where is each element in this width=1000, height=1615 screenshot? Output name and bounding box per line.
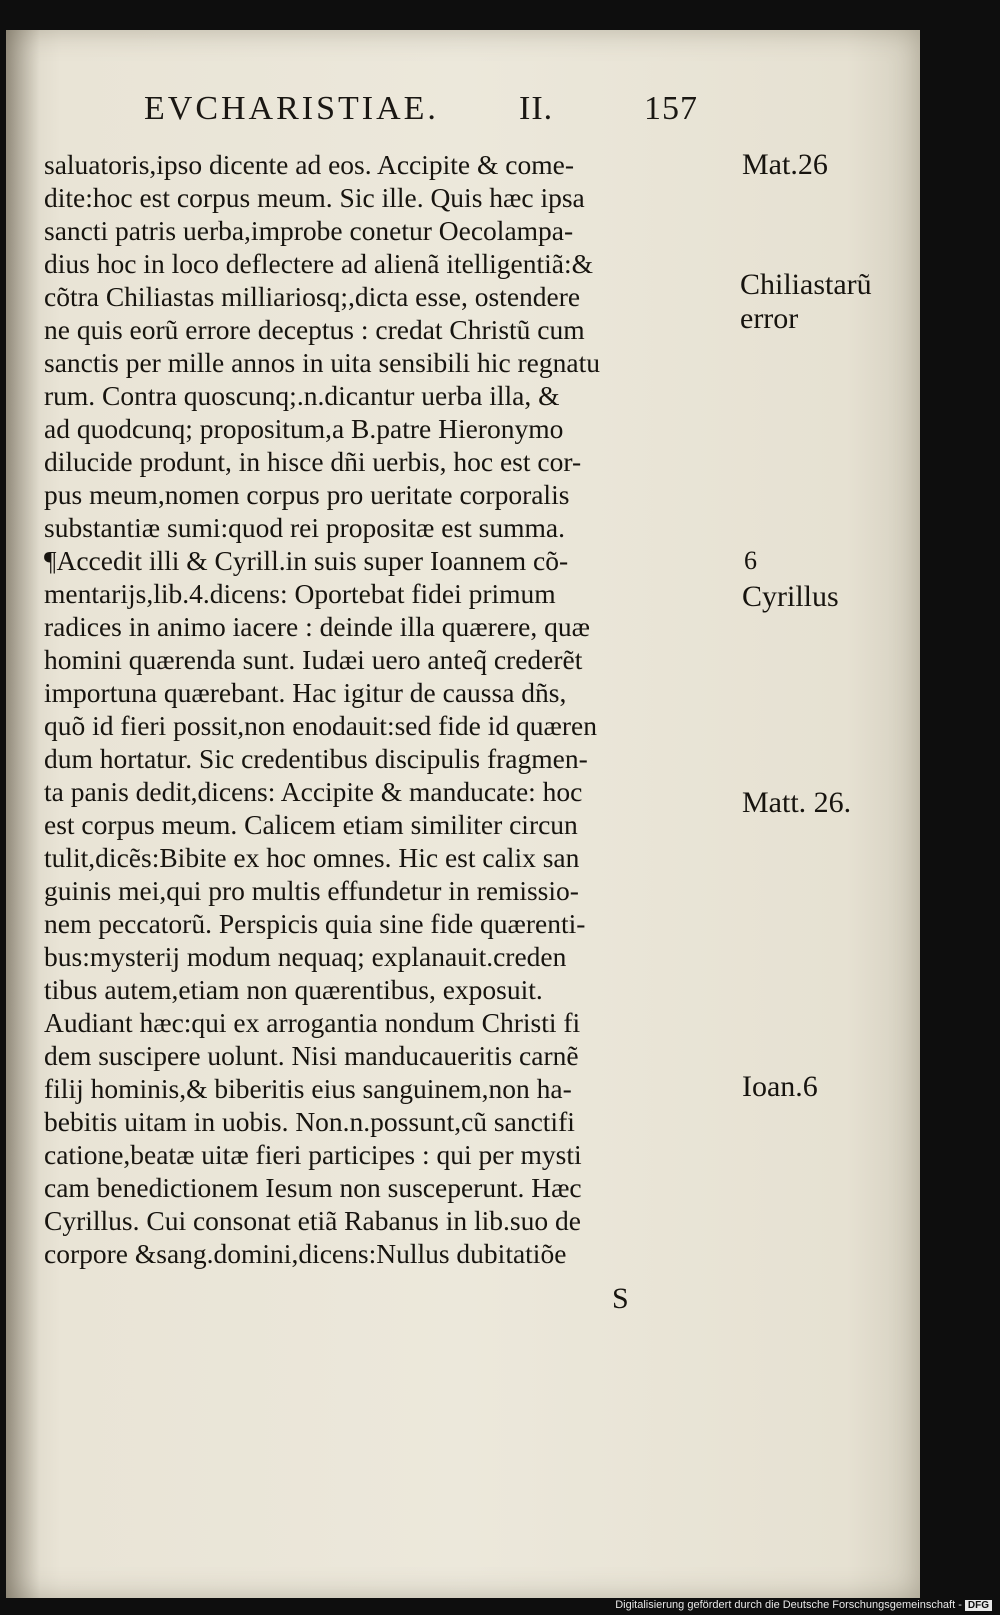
spine-shadow xyxy=(6,30,40,1598)
text-line: ¶Accedit illi & Cyrill.in suis super Ioannem cõ- xyxy=(44,545,569,576)
folio-number: 157 xyxy=(644,90,698,127)
text-line: cõtra Chiliastas milliariosq;,dicta esse, ostendere xyxy=(44,281,581,312)
margin-note-matt26: Matt. 26. xyxy=(742,786,852,819)
text-line: sanctis per mille annos in uita sensibili hic regnatu xyxy=(44,347,600,378)
text-line: bebitis uitam in uobis. Non.n.possunt,cũ sanctifi xyxy=(44,1106,575,1137)
text-line: guinis mei,qui pro multis effundetur in remissio- xyxy=(44,875,579,906)
running-title: EVCHARISTIAE. xyxy=(144,90,439,127)
main-text-block xyxy=(44,148,734,1270)
margin-note-cyrillus: Cyrillus xyxy=(742,580,839,613)
text-line: dem suscipere uolunt. Nisi manducaueritis carnẽ xyxy=(44,1040,579,1071)
text-line: substantiæ sumi:quod rei propositæ est summa. xyxy=(44,512,565,543)
text-line: cam benedictionem Iesum non susceperunt. Hæc xyxy=(44,1172,582,1203)
margin-note-ioan6: Ioan.6 xyxy=(742,1070,818,1103)
running-header xyxy=(144,90,734,128)
text-line: ne quis eorũ errore deceptus : credat Christũ cum xyxy=(44,314,585,345)
text-line: quõ id fieri possit,non enodauit:sed fide id quæren xyxy=(44,710,597,741)
text-line: filij hominis,& biberitis eius sanguinem,non ha- xyxy=(44,1073,572,1104)
text-line: saluatoris,ipso dicente ad eos. Accipite & come- xyxy=(44,149,574,180)
text-line: dilucide produnt, in hisce dñi uerbis, hoc est cor- xyxy=(44,446,582,477)
margin-note-mat26: Mat.26 xyxy=(742,148,828,181)
text-line: radices in animo iacere : deinde illa quærere, quæ xyxy=(44,611,590,642)
margin-note-error: error xyxy=(740,302,799,335)
text-line: Audiant hæc:qui ex arrogantia nondum Christi fi xyxy=(44,1007,581,1038)
text-line: ad quodcunq; propositum,a B.patre Hieronymo xyxy=(44,413,564,444)
text-line: est corpus meum. Calicem etiam similiter circun xyxy=(44,809,578,840)
text-line: mentarijs,lib.4.dicens: Oportebat fidei primum xyxy=(44,578,556,609)
text-line: sancti patris uerba,improbe conetur Oecolampa- xyxy=(44,215,574,246)
text-line: dum hortatur. Sic credentibus discipulis fragmen- xyxy=(44,743,588,774)
text-line: rum. Contra quoscunq;.n.dicantur uerba illa, & xyxy=(44,380,560,411)
text-line: dius hoc in loco deflectere ad alienã itelligentiã:& xyxy=(44,248,594,279)
text-line: bus:mysterij modum nequaq; explanauit.creden xyxy=(44,941,567,972)
text-line: pus meum,nomen corpus pro ueritate corporalis xyxy=(44,479,570,510)
text-line: tulit,dicẽs:Bibite ex hoc omnes. Hic est calix san xyxy=(44,842,580,873)
text-line: dite:hoc est corpus meum. Sic ille. Quis hæc ipsa xyxy=(44,182,585,213)
signature-mark: S xyxy=(612,1282,629,1315)
credit-text: Digitalisierung gefördert durch die Deutsche Forschungsgemeinschaft - xyxy=(615,1599,962,1611)
margin-note-chiliastarum: Chiliastarũ xyxy=(740,268,872,301)
margin-note-number: 6 xyxy=(744,546,757,575)
text-line: nem peccatorũ. Perspicis quia sine fide quærenti- xyxy=(44,908,586,939)
text-line: homini quærenda sunt. Iudæi uero anteq̃ crederẽt xyxy=(44,644,583,675)
digitization-credit xyxy=(615,1599,992,1611)
text-line: corpore &sang.domini,dicens:Nullus dubitatiõe xyxy=(44,1238,567,1269)
chapter-number: II. xyxy=(519,90,554,127)
dfg-logo: DFG xyxy=(965,1600,992,1611)
text-line: catione,beatæ uitæ fieri participes : qui per mysti xyxy=(44,1139,582,1170)
text-line: tibus autem,etiam non quærentibus, exposuit. xyxy=(44,974,543,1005)
text-line: importuna quærebant. Hac igitur de caussa dñs, xyxy=(44,677,567,708)
text-line: ta panis dedit,dicens: Accipite & manducate: hoc xyxy=(44,776,583,807)
text-line: Cyrillus. Cui consonat etiã Rabanus in lib.suo de xyxy=(44,1205,581,1236)
